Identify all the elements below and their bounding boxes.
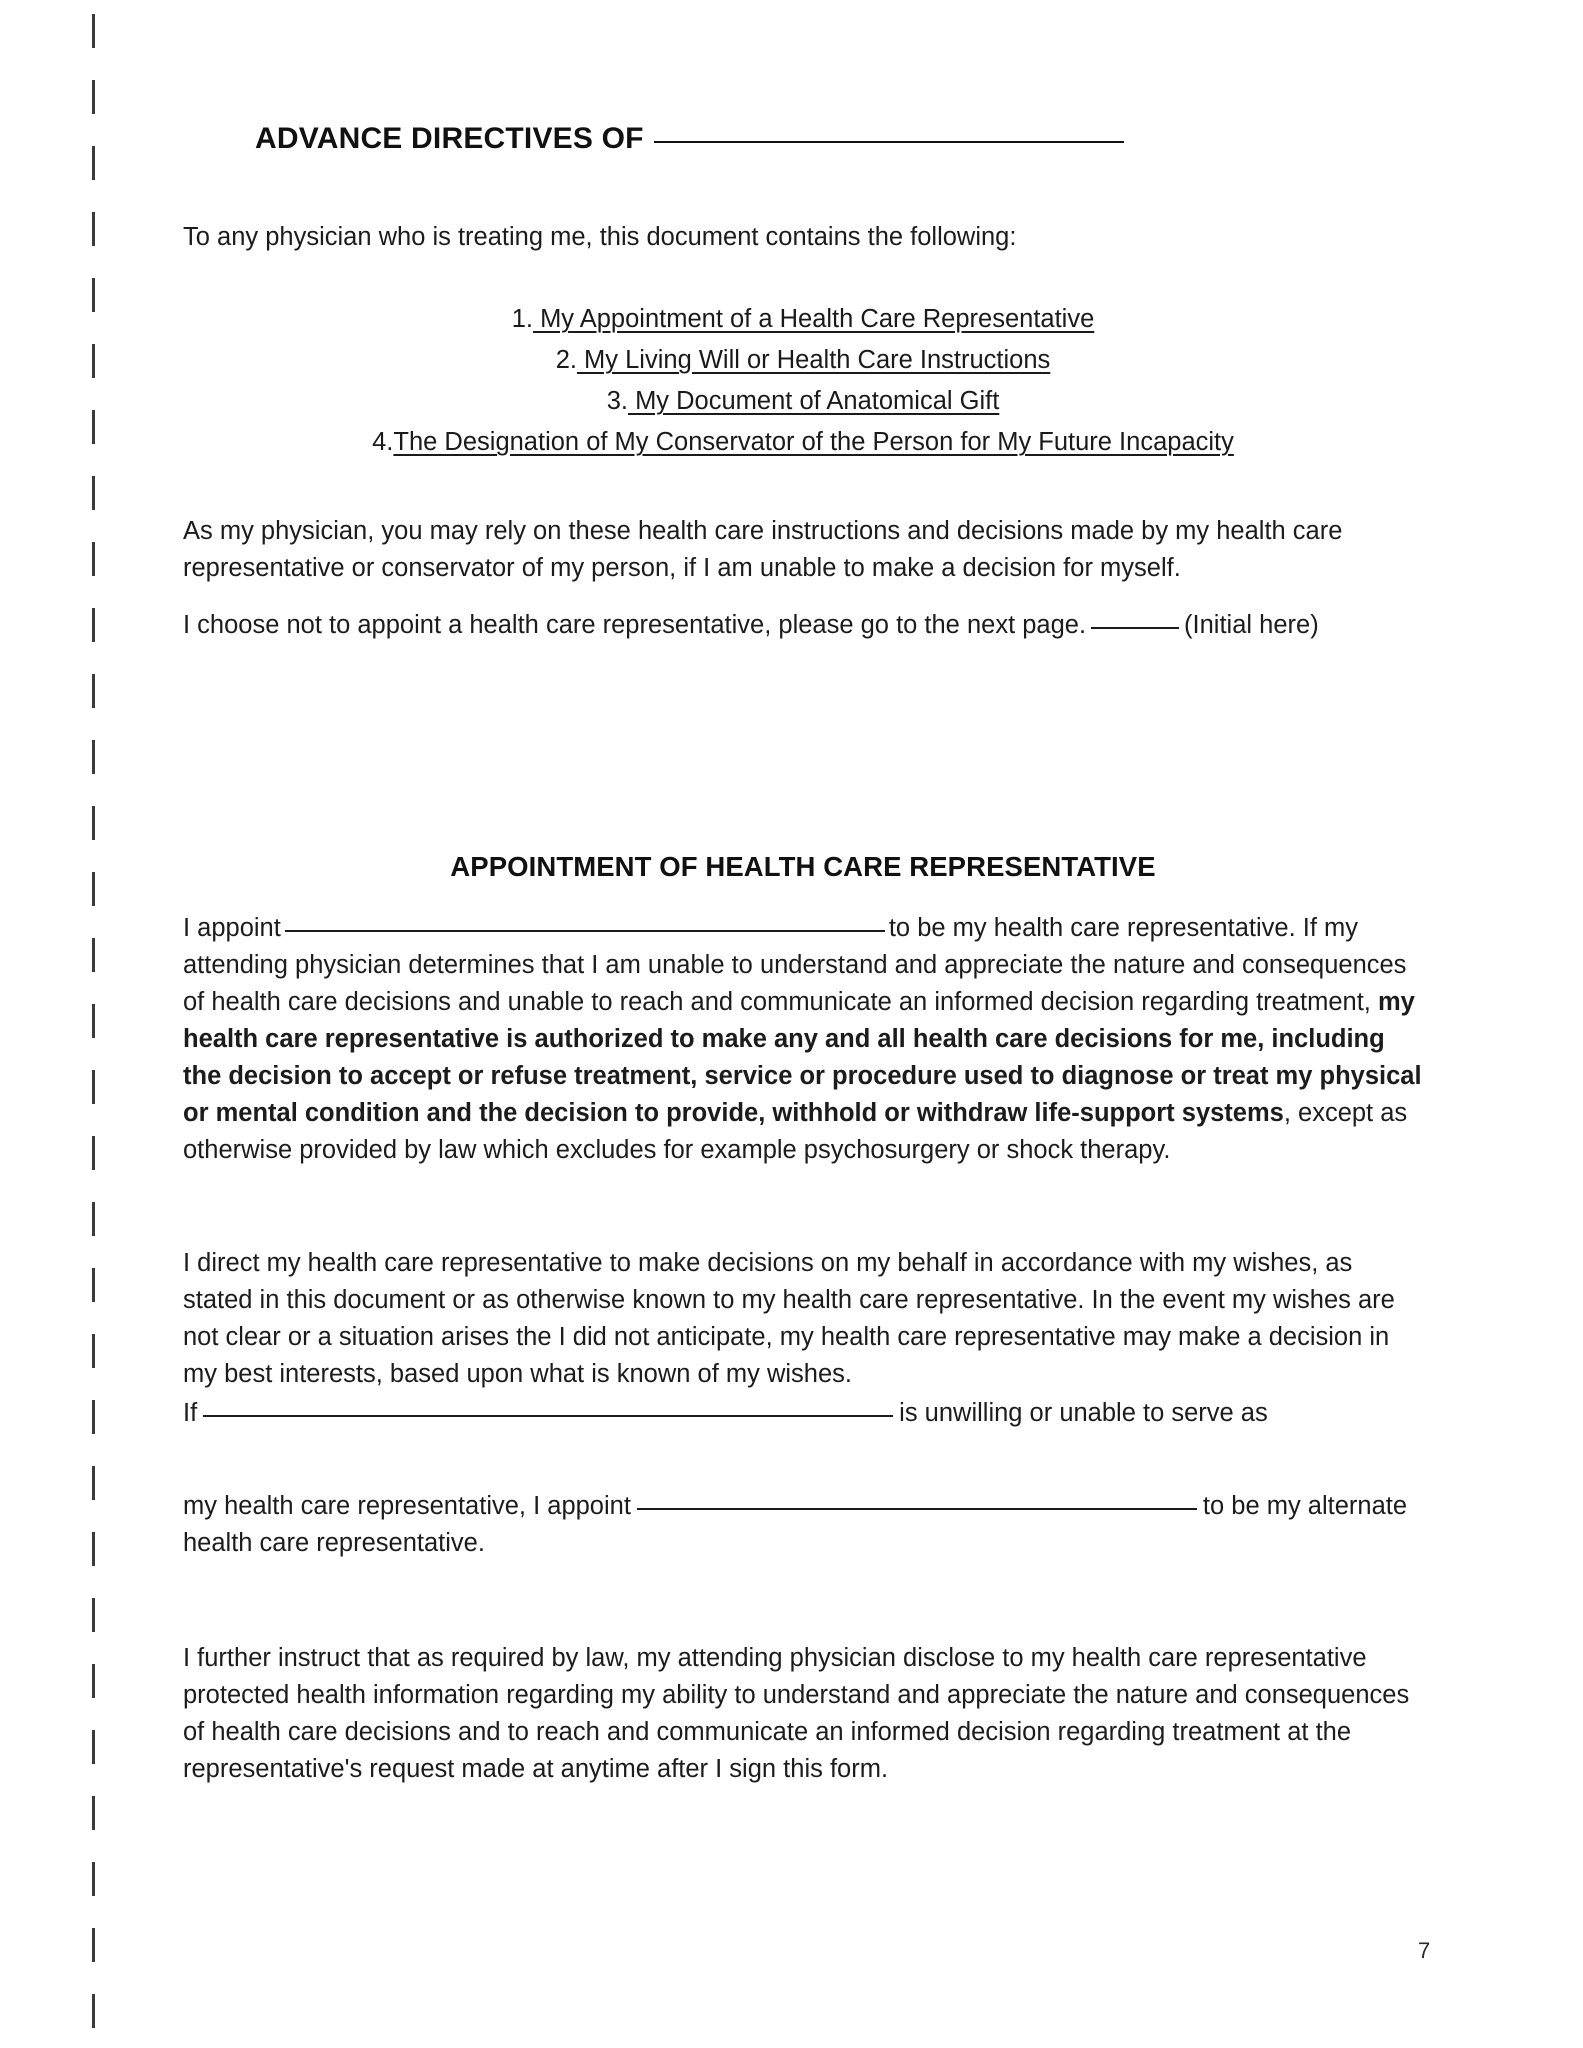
appoint-lead-text: I appoint — [183, 914, 281, 942]
appoint-tail-text: , except as otherwise provided by law which excludes for example psychosurgery or shock therapy. — [183, 1099, 1408, 1164]
appointment-paragraph — [183, 910, 1423, 1169]
list-item-label: My Document of Anatomical Gift — [627, 387, 1000, 415]
intro-paragraph: To any physician who is treating me, this document contains the following: — [183, 223, 1017, 251]
list-item-number: 1. — [511, 305, 533, 333]
list-item-label: My Appointment of a Health Care Representative — [532, 305, 1095, 333]
alternate-lead-text: my health care representative, I appoint — [183, 1492, 631, 1520]
if-lead-text: If — [183, 1399, 198, 1427]
margin-dashed-line — [92, 14, 95, 2034]
alternate-tail-text: to be my alternate health care representative. — [183, 1492, 1408, 1557]
section-title: APPOINTMENT OF HEALTH CARE REPRESENTATIVE — [450, 851, 1156, 882]
decline-appointment-text: I choose not to appoint a health care representative, please go to the next page. — [183, 611, 1087, 639]
list-item-number: 2. — [555, 346, 577, 374]
initial-fill-in-blank[interactable] — [1091, 627, 1179, 629]
directives-list — [183, 299, 1423, 463]
disclosure-instruction-paragraph: I further instruct that as required by law, my attending physician disclose to my health care representative protected health information regarding my ability to understand and appreciate the nature and consequences of health care decisions and to reach and communicate an informed decision regarding treatment at the representative's request made at anytime after I sign this form. — [183, 1644, 1410, 1783]
representative-name-blank[interactable] — [285, 930, 885, 932]
initial-here-label: (Initial here) — [1184, 611, 1319, 639]
list-item — [183, 340, 1423, 381]
alternate-representative-blank[interactable] — [637, 1508, 1197, 1510]
appoint-after-blank-text: to be my health care representative. If my attending physician determines that I am unable to understand and appreciate the nature and consequences of health care decisions and unable to reach and communicate an informed decision regarding treatment, — [183, 914, 1407, 1016]
if-tail-text: is unwilling or unable to serve as — [899, 1399, 1268, 1427]
unwilling-representative-blank[interactable] — [203, 1415, 893, 1417]
list-item-label: The Designation of My Conservator of the Person for My Future Incapacity — [393, 428, 1234, 456]
document-content — [183, 0, 1431, 2048]
physician-reliance-paragraph: As my physician, you may rely on these health care instructions and decisions made by my health care representative or conservator of my person, if I am unable to make a decision for myself. — [183, 517, 1343, 582]
alternate-representative-line — [183, 1488, 1423, 1562]
list-item-number: 3. — [606, 387, 628, 415]
list-item-label: My Living Will or Health Care Instructions — [576, 346, 1051, 374]
decline-appointment-line — [183, 607, 1423, 644]
page-number: 7 — [1418, 1938, 1431, 1963]
page-title-text: ADVANCE DIRECTIVES OF — [255, 122, 644, 155]
successor-condition-line — [183, 1395, 1423, 1432]
appoint-bold-authorization-text: my health care representative is authorized to make any and all health care decisions for me, including the decision to accept or refuse treatment, service or procedure used to diagnose or treat my physical or mental condition and the decision to provide, withhold or withdraw life-support systems — [183, 988, 1422, 1127]
title-fill-in-blank[interactable] — [654, 141, 1124, 143]
list-item — [183, 422, 1423, 463]
page-title — [255, 122, 1124, 156]
list-item — [183, 299, 1423, 340]
list-item — [183, 381, 1423, 422]
direct-decisions-paragraph: I direct my health care representative to make decisions on my behalf in accordance with my wishes, as stated in this document or as otherwise known to my health care representative. In the event my wishes are not clear or a situation arises the I did not anticipate, my health care representative may make a decision in my best interests, based upon what is known of my wishes. — [183, 1249, 1395, 1388]
list-item-number: 4. — [372, 428, 394, 456]
